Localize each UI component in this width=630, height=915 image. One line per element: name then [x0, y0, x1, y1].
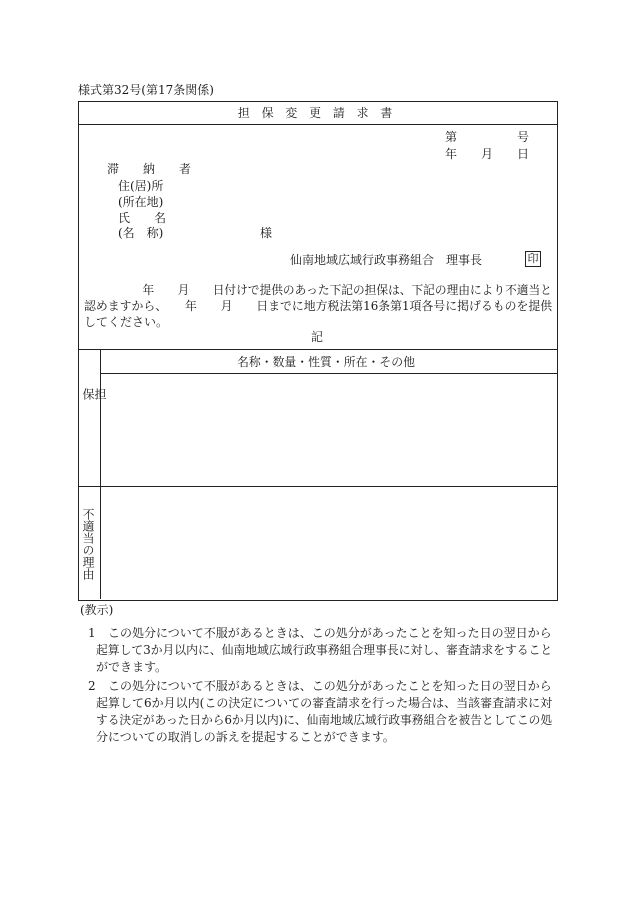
- collateral-label: 担 保: [81, 388, 107, 452]
- notes-heading: (教示): [80, 603, 114, 617]
- location-label: (所在地): [118, 195, 164, 209]
- addressee-heading: 滞 納 者: [107, 162, 192, 176]
- note-1-line-2: 起算して3か月以内に、仙南地域広域行政事務組合理事長に対し、審査請求をすること: [96, 643, 553, 657]
- body-line-1: 年 月 日付けで提供のあった下記の担保は、下記の理由により不適当と: [84, 283, 552, 297]
- reason-label: 不適当の理由: [81, 508, 95, 580]
- seal-mark: 印: [525, 251, 541, 267]
- honorific: 様: [260, 226, 273, 240]
- note-2-number: 2: [88, 679, 96, 693]
- document-date-label: 年 月 日: [445, 147, 530, 161]
- note-1-number: 1: [88, 626, 96, 640]
- name-label: 氏 名: [118, 211, 167, 225]
- note-1-line-3: ができます。: [96, 660, 168, 674]
- collateral-header-divider: [100, 373, 557, 374]
- label-column-divider: [100, 349, 101, 599]
- note-1-line-1: この処分について不服があるときは、この処分があったことを知った日の翌日から: [108, 626, 552, 640]
- corp-name-label: (名 称): [118, 226, 164, 240]
- note-2-line-3: する決定があった日から6か月以内)に、仙南地域広域行政事務組合を被告としてこの処: [96, 713, 553, 727]
- form-number: 様式第32号(第17条関係): [78, 83, 214, 97]
- address-label: 住(居)所: [118, 179, 164, 193]
- title-divider: [78, 124, 557, 125]
- note-2-line-2: 起算して6か月以内(この決定についての審査請求を行った場合は、当該審査請求に対: [96, 696, 553, 710]
- form-box: [78, 101, 558, 601]
- body-line-3: してください。: [84, 315, 169, 329]
- reason-divider: [78, 486, 557, 487]
- ki-mark: 記: [311, 330, 324, 344]
- collateral-header: 名称・数量・性質・所在・その他: [236, 355, 415, 369]
- note-2-line-4: 分についての取消しの訴えを提起することができます。: [96, 730, 395, 744]
- form-title: 担 保 変 更 請 求 書: [237, 106, 393, 120]
- note-2-line-1: この処分について不服があるときは、この処分があったことを知った日の翌日から: [108, 679, 552, 693]
- document-number-label: 第 号: [445, 130, 530, 144]
- body-line-2: 認めますから、 年 月 日までに地方税法第16条第1項各号に掲げるものを提供: [84, 299, 553, 313]
- issuer: 仙南地域広域行政事務組合 理事長: [290, 253, 483, 267]
- section-divider-top: [78, 349, 557, 350]
